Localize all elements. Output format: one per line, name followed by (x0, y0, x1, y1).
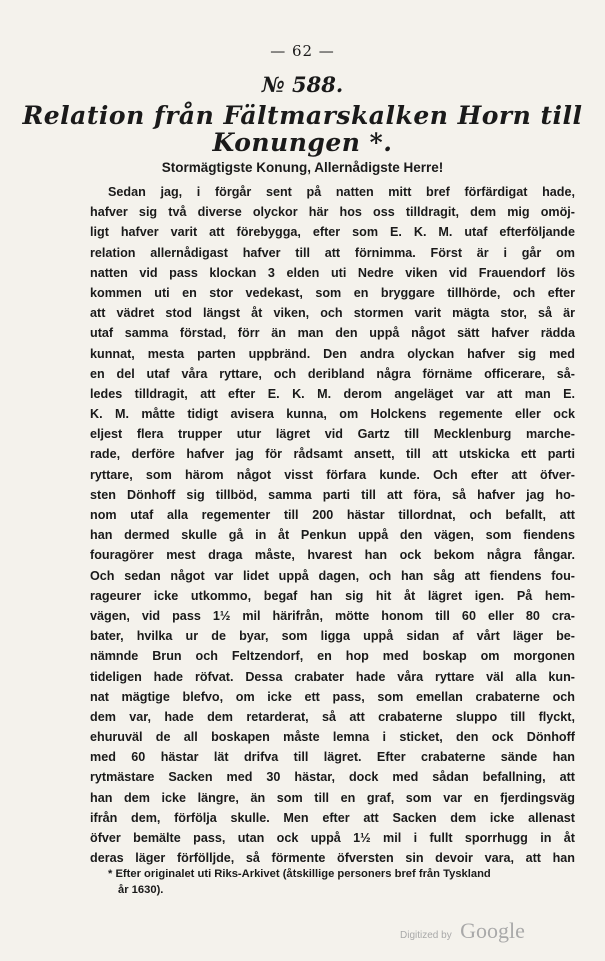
text-line: hafver sig två diverse olyckor här hos oss tilldragit, dem mig omöj- (90, 205, 575, 220)
text-line: rytmästare Sacken med 30 hästar, dock med sådan befallning, att (90, 770, 575, 785)
document-number: № 588. (261, 72, 344, 97)
footnote-line: år 1630). (118, 884, 164, 896)
text-line: rageurer icke utkommo, begaf han sig hit åt lägret igen. På hem- (90, 588, 575, 603)
body-text (90, 182, 575, 868)
document-title-line-2: Konungen *. (212, 128, 393, 157)
text-line: han dermed skulle gå in åt Penkun uppå den vägen, som fiendens (90, 528, 575, 543)
text-line: Och sedan något var lidet uppå dagen, och han såg att fiendens fou- (90, 568, 575, 583)
text-line: öfver bemälte pass, utan ock uppå 1½ mil i fullt sporrhugg in åt (90, 831, 575, 845)
text-line: kunnat, mesta parten uppbränd. Den andra olyckan hafver sig med (90, 346, 575, 361)
text-line: nat mägtige blefvo, om icke ett pass, som emellan crabaterne och (90, 689, 575, 704)
text-line: kommen uti en stor vedekast, som en bryggare tillhörde, och efter (90, 285, 575, 300)
text-line: ledes tilldragit, att efter E. K. M. derom angeläget var att man E. (90, 386, 575, 401)
text-line: ehuruväl de all boskapen måste lemna i sticket, den ock Dönhoff (90, 730, 575, 745)
page-number: — 62 — (270, 42, 335, 60)
text-line: att vädret stod längst åt viken, och stormen varit mägta stor, så är (90, 306, 575, 321)
footnote (108, 866, 578, 898)
digitized-watermark (400, 918, 525, 944)
text-line: ligt hafver varit att förebygga, efter som E. K. M. utaf efterföljande (90, 225, 575, 240)
text-line: K. M. måtte tidigt avisera kunna, om Holckens regemente eller ock (90, 407, 575, 422)
text-line: bater, hvilka ur de byar, som ligga uppå sidan af vårt läger be- (90, 629, 575, 644)
text-line: relation allernådigast hafver till att förnimma. Först är i går om (90, 245, 575, 260)
text-line: ifrån dem, förfölja skulle. Men efter att Sacken dem icke allenast (90, 810, 575, 825)
text-line: en del utaf våra ryttare, och deribland några förnäme officerare, så- (90, 366, 575, 381)
text-line: med 60 hästar lät drifva till lägret. Efter crabaterne sände han (90, 750, 575, 765)
document-title-line-1: Relation från Fältmarskalken Horn till (22, 101, 583, 130)
text-line: nom utaf alla regementer till 200 hästar tillordnat, och befallt, att (90, 508, 575, 522)
text-line: ryttare, som härom något visst förfara kunde. Och efter att öfver- (90, 467, 575, 482)
footnote-line: * Efter originalet uti Riks-Arkivet (åtskillige personers bref från Tyskland (108, 868, 491, 880)
text-line: fouragörer mest draga måste, hvarest han ock bekom några fångar. (90, 548, 575, 563)
salutation: Stormägtigste Konung, Allernådigste Herre! (161, 160, 444, 175)
text-line: utaf samma förstad, förr än man den uppå något sätt hafver rädda (90, 326, 575, 341)
google-logo: Google (460, 918, 525, 943)
text-line: natten vid pass klockan 3 elden uti Nedre viken vid Frauendorf lös (90, 265, 575, 280)
text-line: deras läger förfölljde, så förmente öfversten sin devoir vara, att han (90, 851, 575, 866)
text-line: vägen, vid pass 1½ mil härifrån, mötte honom till 60 eller 80 cra- (90, 608, 575, 623)
text-line: han dem icke längre, än som till en graf, som var en fjerdingsväg (90, 790, 575, 805)
text-line: dem var, hade dem retarderat, så att crabaterne sluppo till flyckt, (90, 709, 575, 724)
text-line: Sedan jag, i förgår sent på natten mitt bref förfärdigat hade, (108, 185, 575, 199)
text-line: tideligen hade röfvat. Dessa crabater hade våra ryttare väl alla kun- (90, 669, 575, 684)
text-line: rade, derföre hafver jag för rådsamt ansett, till att utskicka ett parti (90, 447, 575, 462)
text-line: nämnde Brun och Feltzendorf, en hop med boskap om morgonen (90, 649, 575, 664)
watermark-caption: Digitized by (400, 930, 452, 941)
text-line: sten Dönhoff sig tillböd, samma parti till att föra, så hafver jag ho- (90, 487, 575, 502)
text-line: eljest flera trupper utur lägret vid Gartz till Mecklenburg marche- (90, 427, 575, 442)
